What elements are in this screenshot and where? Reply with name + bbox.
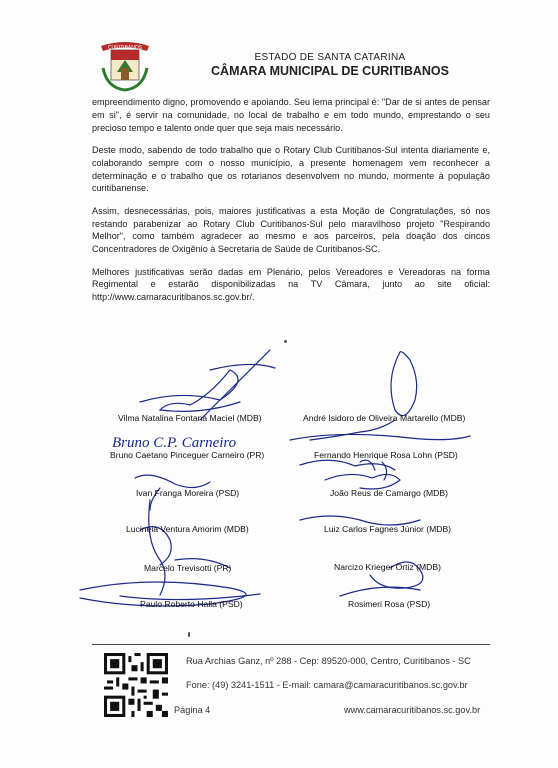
signatory-name: João Reus de Camargo (MDB)	[330, 488, 448, 498]
footer-address: Rua Archias Ganz, nº 288 - Cep: 89520-000, Centro, Curitibanos - SC	[186, 656, 471, 666]
signatory-name: Rosimeri Rosa (PSD)	[348, 599, 431, 609]
speck	[188, 632, 190, 637]
signatory-name: Bruno Caetano Pinceguer Carneiro (PR)	[110, 450, 265, 460]
paragraph: Deste modo, sabendo de todo trabalho que o Rotary Club Curitibanos-Sul intenta diariamente e, colaborando sempre com o nosso município, a presente homenagem vem reconhecer a determinação e o trabalho que os rotarianos desenvolvem no mundo, mormente à população curitibanense.	[92, 144, 490, 194]
chamber-name: CÂMARA MUNICIPAL DE CURITIBANOS	[211, 64, 449, 78]
state-name: ESTADO DE SANTA CATARINA	[254, 52, 406, 63]
signatory-name: Ivan Franga Moreira (PSD)	[136, 488, 240, 498]
crest-text: CURITIBANOS	[107, 45, 143, 51]
signature-handwriting: Bruno C.P. Carneiro	[112, 435, 237, 451]
signatory-name: Lucineia Ventura Amorim (MDB)	[126, 524, 249, 534]
signatory-name: Marcelo Trevisotti (PR)	[144, 563, 232, 573]
signatory-name: Narcizo Krieger Ortiz (MDB)	[334, 562, 441, 572]
signatory-name: Fernando Henrique Rosa Lohn (PSD)	[314, 450, 458, 460]
footer-contact: Fone: (49) 3241-1511 - E-mail: camara@camaracuritibanos.sc.gov.br	[186, 680, 468, 690]
footer-divider	[92, 644, 490, 645]
signatory-name: Luiz Carlos Fagnes Júnior (MDB)	[324, 524, 452, 534]
page-number: Página 4	[174, 705, 211, 715]
signatory-name: Vilma Natalina Fontana Maciel (MDB)	[118, 413, 262, 423]
paragraph: empreendimento digno, promovendo e apoiando. Seu lema principal é: "Dar de si antes de pensar em si", é servir na comunidade, no local de trabalho e em todo mundo, emprestando o seu precioso tempo e talento onde quer que seja mais necessário.	[92, 97, 490, 133]
paragraph: Melhores justificativas serão dadas em Plenário, pelos Vereadores e Vereadoras na forma Regimental e estarão disponibilizadas na TV Câmara, junto ao site oficial: http://www.camaracuritibanos.sc.gov.br/.	[92, 266, 490, 303]
footer-website: www.camaracuritibanos.sc.gov.br	[344, 705, 481, 715]
qr-code-icon	[104, 653, 168, 717]
signatory-name: André Isidoro de Oliveira Martarello (MDB)	[303, 413, 466, 423]
signatory-name: Paulo Roberto Halla (PSD)	[140, 599, 243, 609]
paragraph: Assim, desnecessárias, pois, maiores justificativas a esta Moção de Congratulações, só nos restando parabenizar ao Rotary Club Curitibanos-Sul pelo maravilhoso projeto "Respirando Melhor", como também agradecer ao mesmo e aos parceiros, pela doação dos cincos Concentradores de Oxigênio à Secretaria de Saúde de Curitibanos-SC.	[92, 205, 490, 255]
